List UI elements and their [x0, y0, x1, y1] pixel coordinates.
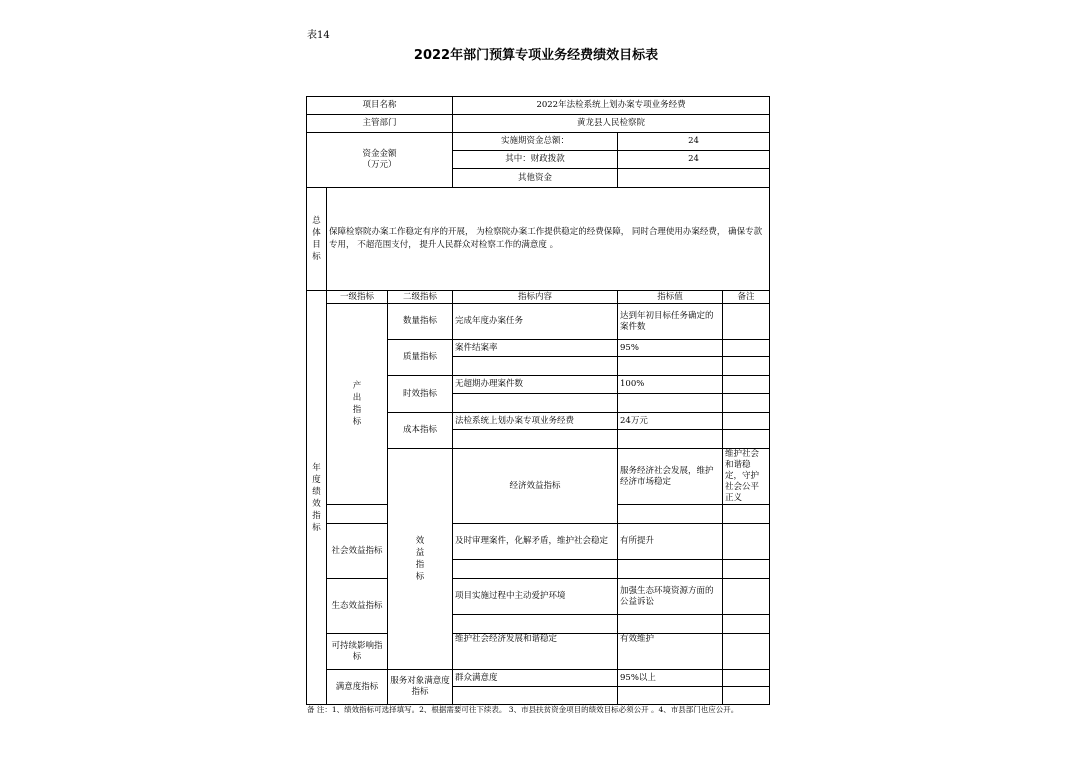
social-indicator-label: 社会效益指标 [327, 524, 388, 579]
cost-remark [723, 413, 770, 430]
satisfaction-value: 95%以上 [618, 670, 723, 687]
blank-cell [618, 394, 723, 413]
header-content: 指标内容 [453, 291, 618, 304]
quality-remark [723, 340, 770, 357]
annual-indicators-label: 年度绩效指标 [307, 291, 327, 705]
blank-cell [453, 687, 618, 705]
blank-cell [618, 505, 723, 524]
funds-label-line2: （万元） [362, 160, 397, 170]
economic-value: 维护社会和谐稳定，守护社会公平正义 [723, 449, 770, 505]
table-row [307, 304, 770, 340]
quality-value: 95% [618, 340, 723, 357]
ecological-remark [723, 579, 770, 615]
table-row [307, 579, 770, 615]
project-label: 项目名称 [307, 97, 453, 115]
blank-cell [723, 687, 770, 705]
sustainable-value: 有效维护 [618, 634, 723, 670]
funds-fiscal-value: 24 [618, 151, 770, 169]
ecological-content: 项目实施过程中主动爱护环境 [453, 579, 618, 615]
blank-cell [327, 505, 388, 524]
timeliness-indicator-label: 时效指标 [388, 376, 453, 413]
footnote: 备 注：1、绩效指标可选择填写。2、根据需要可往下续表。 3、市县扶贫资金项目的绩效目标必须公开 。4、市县部门也应公开。 [307, 705, 739, 714]
header-value: 指标值 [618, 291, 723, 304]
funds-total-row [307, 133, 770, 151]
sustainable-remark [723, 634, 770, 670]
header-remark: 备注 [723, 291, 770, 304]
blank-cell [618, 560, 723, 579]
table-row [307, 634, 770, 670]
timeliness-content: 无超期办理案件数 [453, 376, 618, 394]
funds-label [307, 133, 453, 188]
blank-cell [723, 430, 770, 449]
blank-cell [723, 505, 770, 524]
economic-indicator-label: 经济效益指标 [453, 449, 618, 524]
cost-indicator-label: 成本指标 [388, 413, 453, 449]
social-remark [723, 524, 770, 560]
cost-value: 24万元 [618, 413, 723, 430]
quality-indicator-label: 质量指标 [388, 340, 453, 376]
quality-content: 案件结案率 [453, 340, 618, 357]
header-level1: 一级指标 [327, 291, 388, 304]
economic-content: 服务经济社会发展，维护经济市场稳定 [618, 449, 723, 505]
quantity-value: 达到年初目标任务确定的案件数 [618, 304, 723, 340]
project-value: 2022年法检系统上划办案专项业务经费 [453, 97, 770, 115]
blank-cell [723, 394, 770, 413]
dept-value: 黄龙县人民检察院 [453, 115, 770, 133]
table-row [307, 670, 770, 687]
page-title: 2022年部门预算专项业务经费绩效目标表 [413, 48, 659, 63]
funds-other-value [618, 169, 770, 188]
funds-label-line1: 资金金额 [362, 149, 397, 159]
blank-cell [618, 687, 723, 705]
project-row [307, 97, 770, 115]
table-number: 表14 [307, 30, 330, 41]
blank-cell [618, 357, 723, 376]
output-indicators-label: 产出指标 [327, 304, 388, 505]
overall-goal-text: 保障检察院办案工作稳定有序的开展， 为检察院办案工作提供稳定的经费保障， 同时合理使用办案经费， 确保专款专用， 不超范围支付， 提升人民群众对检察工作的满意度 。 [327, 188, 770, 291]
blank-cell [618, 430, 723, 449]
funds-other-label: 其他资金 [453, 169, 618, 188]
cost-content: 法检系统上划办案专项业务经费 [453, 413, 618, 430]
blank-cell [723, 560, 770, 579]
quantity-content: 完成年度办案任务 [453, 304, 618, 340]
social-value: 有所提升 [618, 524, 723, 560]
dept-row [307, 115, 770, 133]
social-content: 及时审理案件，化解矛盾，维护社会稳定 [453, 524, 618, 560]
blank-cell [723, 615, 770, 634]
service-satisfaction-label: 服务对象满意度指标 [388, 670, 453, 705]
satisfaction-content: 群众满意度 [453, 670, 618, 687]
performance-target-table [306, 96, 770, 705]
blank-cell [453, 430, 618, 449]
funds-fiscal-label: 其中：财政拨款 [453, 151, 618, 169]
funds-total-label: 实施期资金总额： [453, 133, 618, 151]
blank-cell [618, 615, 723, 634]
blank-cell [453, 394, 618, 413]
ecological-value: 加强生态环境资源方面的公益诉讼 [618, 579, 723, 615]
blank-cell [453, 615, 618, 634]
header-level2: 二级指标 [388, 291, 453, 304]
blank-cell [723, 357, 770, 376]
satisfaction-remark [723, 670, 770, 687]
table-row [307, 524, 770, 560]
blank-cell [453, 357, 618, 376]
overall-goal-row [307, 188, 770, 291]
quantity-remark [723, 304, 770, 340]
indicator-header-row [307, 291, 770, 304]
sustainable-content: 维护社会经济发展和谐稳定 [453, 634, 618, 670]
benefit-indicators-label: 效益指标 [388, 449, 453, 670]
timeliness-remark [723, 376, 770, 394]
blank-cell [453, 560, 618, 579]
sustainable-indicator-label: 可持续影响指标 [327, 634, 388, 670]
dept-label: 主管部门 [307, 115, 453, 133]
timeliness-value: 100% [618, 376, 723, 394]
funds-total-value: 24 [618, 133, 770, 151]
ecological-indicator-label: 生态效益指标 [327, 579, 388, 634]
quantity-indicator-label: 数量指标 [388, 304, 453, 340]
overall-goal-label: 总体目标 [307, 188, 327, 291]
satisfaction-indicators-label: 满意度指标 [327, 670, 388, 705]
